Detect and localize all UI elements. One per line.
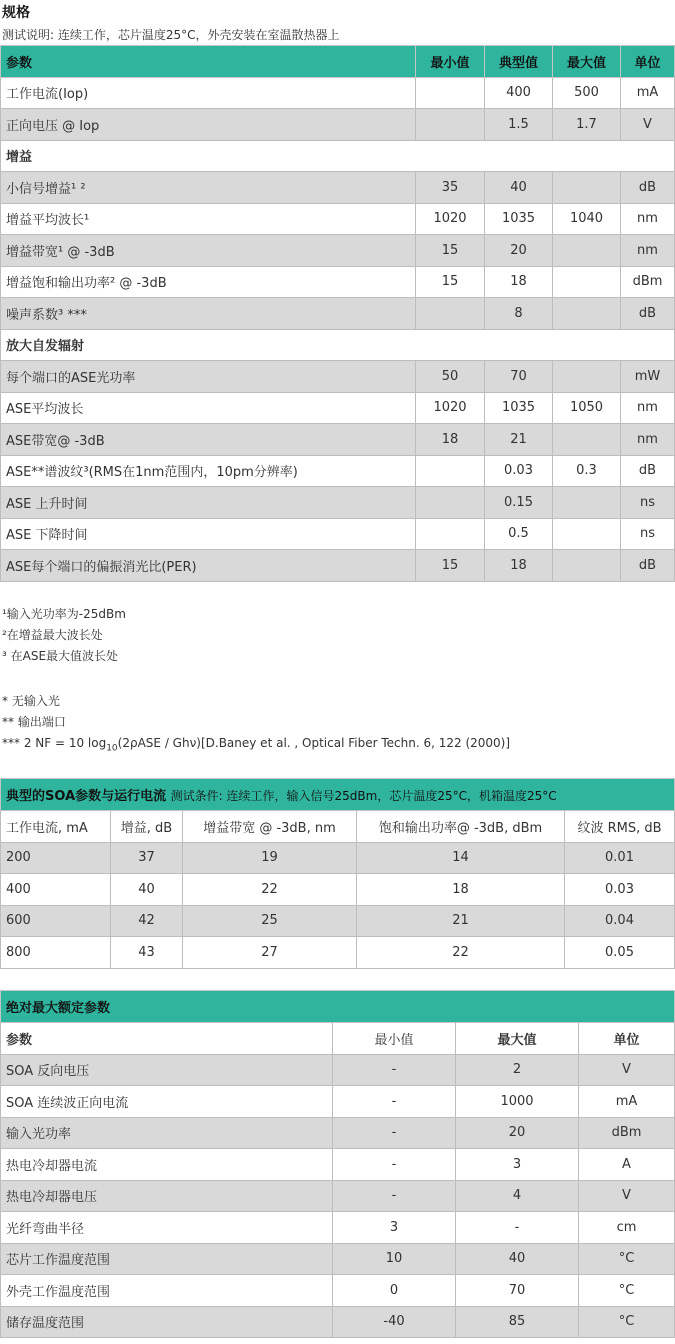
spec-row <box>1 298 675 330</box>
footnote-star-2: ** 输出端口 <box>2 715 66 729</box>
spec-value-cell: 15 <box>416 550 485 582</box>
spec-value-cell: 0.03 <box>485 455 553 487</box>
abs-cell: SOA 连续波正向电流 <box>1 1086 333 1118</box>
spec-value-cell <box>553 172 621 204</box>
abs-header-cell: 参数 <box>1 1023 333 1055</box>
abs-cell: -40 <box>333 1306 456 1338</box>
spec-row <box>1 550 675 582</box>
soa-header-row <box>1 811 675 843</box>
soa-table-condition: 测试条件: 连续工作，输入信号25dBm，芯片温度25°C，机箱温度25°C <box>170 789 557 803</box>
spec-value-cell: mW <box>621 361 675 393</box>
spec-value-cell: 0.5 <box>485 518 553 550</box>
soa-cell: 19 <box>183 842 357 874</box>
section-heading: 规格 <box>2 5 30 21</box>
spec-value-cell <box>553 235 621 267</box>
spec-header-row <box>1 46 675 78</box>
abs-cell: 芯片工作温度范围 <box>1 1243 333 1275</box>
spec-header-cell: 最大值 <box>553 46 621 78</box>
spec-value-cell <box>553 361 621 393</box>
spec-value-cell: 21 <box>485 424 553 456</box>
abs-cell: 热电冷却器电压 <box>1 1180 333 1212</box>
spec-section-row <box>1 329 675 361</box>
abs-row <box>1 1212 675 1244</box>
spec-value-cell <box>553 266 621 298</box>
abs-row <box>1 1149 675 1181</box>
soa-cell: 400 <box>1 874 111 906</box>
abs-cell: 70 <box>456 1275 579 1307</box>
spec-row <box>1 487 675 519</box>
spec-value-cell: 15 <box>416 235 485 267</box>
soa-cell: 22 <box>357 937 565 969</box>
soa-params-table <box>0 778 675 969</box>
abs-title-row <box>1 991 675 1023</box>
abs-row <box>1 1275 675 1307</box>
soa-cell: 0.01 <box>565 842 675 874</box>
abs-cell: - <box>333 1086 456 1118</box>
abs-cell: °C <box>579 1275 675 1307</box>
spec-value-cell <box>553 424 621 456</box>
spec-value-cell <box>553 518 621 550</box>
spec-row <box>1 235 675 267</box>
abs-cell: 0 <box>333 1275 456 1307</box>
soa-cell: 43 <box>111 937 183 969</box>
abs-cell: A <box>579 1149 675 1181</box>
soa-cell: 27 <box>183 937 357 969</box>
spec-value-cell <box>553 298 621 330</box>
soa-table-title: 典型的SOA参数与运行电流 <box>6 789 167 804</box>
abs-cell: - <box>333 1054 456 1086</box>
nf-formula-post: (2ρASE / Ghν)[D.Baney et al. , Optical Fiber Techn. 6, 122 (2000)] <box>117 736 511 750</box>
spec-param-name: ASE每个端口的偏振消光比(PER) <box>1 550 416 582</box>
abs-cell: cm <box>579 1212 675 1244</box>
soa-cell: 18 <box>357 874 565 906</box>
abs-cell: 85 <box>456 1306 579 1338</box>
abs-cell: SOA 反向电压 <box>1 1054 333 1086</box>
spec-value-cell: 400 <box>485 77 553 109</box>
soa-cell: 21 <box>357 905 565 937</box>
footnotes-star <box>2 691 510 759</box>
abs-row <box>1 1054 675 1086</box>
abs-cell: - <box>333 1180 456 1212</box>
spec-value-cell: 50 <box>416 361 485 393</box>
nf-formula-pre: *** 2 NF = 10 log <box>2 736 107 750</box>
spec-section-label: 增益 <box>1 140 675 172</box>
abs-cell: - <box>456 1212 579 1244</box>
abs-cell: 热电冷却器电流 <box>1 1149 333 1181</box>
soa-row <box>1 905 675 937</box>
spec-value-cell: 1035 <box>485 203 553 235</box>
footnotes-numbered <box>2 604 126 667</box>
nf-formula-sub: 10 <box>106 743 118 754</box>
spec-param-name: 正向电压 @ Iop <box>1 109 416 141</box>
spec-param-name: ASE 上升时间 <box>1 487 416 519</box>
spec-value-cell: 15 <box>416 266 485 298</box>
soa-header-cell: 增益带宽 @ -3dB, nm <box>183 811 357 843</box>
spec-table <box>0 45 675 582</box>
spec-row <box>1 424 675 456</box>
spec-param-name: 增益平均波长¹ <box>1 203 416 235</box>
spec-value-cell: 18 <box>485 266 553 298</box>
abs-cell: 40 <box>456 1243 579 1275</box>
spec-section-label: 放大自发辐射 <box>1 329 675 361</box>
spec-value-cell: nm <box>621 392 675 424</box>
spec-value-cell: 0.15 <box>485 487 553 519</box>
abs-cell: °C <box>579 1243 675 1275</box>
footnote-star-3 <box>2 733 510 759</box>
spec-value-cell: dB <box>621 550 675 582</box>
abs-cell: 10 <box>333 1243 456 1275</box>
abs-header-cell: 单位 <box>579 1023 675 1055</box>
spec-value-cell: 1035 <box>485 392 553 424</box>
soa-cell: 0.04 <box>565 905 675 937</box>
abs-header-cell: 最小值 <box>333 1023 456 1055</box>
soa-cell: 42 <box>111 905 183 937</box>
spec-value-cell <box>416 298 485 330</box>
spec-row <box>1 518 675 550</box>
abs-row <box>1 1086 675 1118</box>
abs-cell: 3 <box>333 1212 456 1244</box>
absolute-max-table <box>0 990 675 1338</box>
abs-cell: dBm <box>579 1117 675 1149</box>
spec-value-cell: nm <box>621 424 675 456</box>
abs-cell: 2 <box>456 1054 579 1086</box>
soa-row <box>1 937 675 969</box>
spec-row <box>1 361 675 393</box>
spec-value-cell: 0.3 <box>553 455 621 487</box>
footnote-1: ¹输入光功率为-25dBm <box>2 607 126 621</box>
spec-header-cell: 典型值 <box>485 46 553 78</box>
spec-row <box>1 392 675 424</box>
abs-cell: 1000 <box>456 1086 579 1118</box>
spec-value-cell: V <box>621 109 675 141</box>
spec-param-name: ASE 下降时间 <box>1 518 416 550</box>
abs-cell: V <box>579 1180 675 1212</box>
spec-value-cell <box>416 109 485 141</box>
abs-row <box>1 1306 675 1338</box>
soa-row <box>1 842 675 874</box>
soa-cell: 0.03 <box>565 874 675 906</box>
spec-value-cell: 1.7 <box>553 109 621 141</box>
soa-cell: 40 <box>111 874 183 906</box>
abs-header-row <box>1 1023 675 1055</box>
abs-row <box>1 1243 675 1275</box>
spec-row <box>1 172 675 204</box>
spec-value-cell: nm <box>621 203 675 235</box>
abs-table-title: 绝对最大额定参数 <box>1 991 675 1023</box>
spec-value-cell: dB <box>621 298 675 330</box>
spec-value-cell: ns <box>621 487 675 519</box>
spec-row <box>1 266 675 298</box>
spec-param-name: 小信号增益¹ ² <box>1 172 416 204</box>
spec-value-cell: 20 <box>485 235 553 267</box>
spec-value-cell <box>553 550 621 582</box>
abs-cell: 光纤弯曲半径 <box>1 1212 333 1244</box>
soa-title-row <box>1 779 675 811</box>
spec-row <box>1 77 675 109</box>
footnote-3: ³ 在ASE最大值波长处 <box>2 649 119 663</box>
spec-value-cell: 500 <box>553 77 621 109</box>
soa-cell: 14 <box>357 842 565 874</box>
abs-header-cell: 最大值 <box>456 1023 579 1055</box>
spec-value-cell: dB <box>621 455 675 487</box>
spec-value-cell: 18 <box>485 550 553 582</box>
soa-cell: 600 <box>1 905 111 937</box>
spec-value-cell: 1050 <box>553 392 621 424</box>
spec-value-cell: 1.5 <box>485 109 553 141</box>
abs-cell: °C <box>579 1306 675 1338</box>
soa-cell: 37 <box>111 842 183 874</box>
spec-value-cell: 1020 <box>416 203 485 235</box>
spec-value-cell: mA <box>621 77 675 109</box>
spec-param-name: 噪声系数³ *** <box>1 298 416 330</box>
soa-header-cell: 增益, dB <box>111 811 183 843</box>
abs-cell: 4 <box>456 1180 579 1212</box>
abs-cell: 储存温度范围 <box>1 1306 333 1338</box>
spec-param-name: 工作电流(Iop) <box>1 77 416 109</box>
spec-row <box>1 455 675 487</box>
soa-header-cell: 饱和输出功率@ -3dB, dBm <box>357 811 565 843</box>
soa-cell: 25 <box>183 905 357 937</box>
spec-row <box>1 109 675 141</box>
abs-row <box>1 1180 675 1212</box>
footnote-star-1: * 无输入光 <box>2 694 60 708</box>
spec-param-name: ASE**谱波纹³(RMS在1nm范围内，10pm分辨率) <box>1 455 416 487</box>
spec-param-name: ASE带宽@ -3dB <box>1 424 416 456</box>
abs-cell: 输入光功率 <box>1 1117 333 1149</box>
spec-value-cell: 70 <box>485 361 553 393</box>
soa-cell: 800 <box>1 937 111 969</box>
spec-section-row <box>1 140 675 172</box>
abs-cell: - <box>333 1117 456 1149</box>
spec-param-name: 每个端口的ASE光功率 <box>1 361 416 393</box>
spec-value-cell: 1020 <box>416 392 485 424</box>
spec-header-cell: 单位 <box>621 46 675 78</box>
spec-value-cell: dBm <box>621 266 675 298</box>
soa-cell: 200 <box>1 842 111 874</box>
spec-value-cell <box>416 455 485 487</box>
soa-cell: 0.05 <box>565 937 675 969</box>
abs-cell: 20 <box>456 1117 579 1149</box>
spec-value-cell: 18 <box>416 424 485 456</box>
soa-header-cell: 纹波 RMS, dB <box>565 811 675 843</box>
abs-cell: mA <box>579 1086 675 1118</box>
spec-value-cell: 1040 <box>553 203 621 235</box>
spec-value-cell <box>553 487 621 519</box>
spec-param-name: 增益带宽¹ @ -3dB <box>1 235 416 267</box>
abs-cell: 3 <box>456 1149 579 1181</box>
soa-title-cell <box>1 779 675 811</box>
abs-cell: V <box>579 1054 675 1086</box>
spec-header-cell: 最小值 <box>416 46 485 78</box>
soa-header-cell: 工作电流, mA <box>1 811 111 843</box>
spec-value-cell: nm <box>621 235 675 267</box>
spec-value-cell: 40 <box>485 172 553 204</box>
spec-row <box>1 203 675 235</box>
soa-cell: 22 <box>183 874 357 906</box>
spec-value-cell <box>416 77 485 109</box>
soa-row <box>1 874 675 906</box>
spec-value-cell: 35 <box>416 172 485 204</box>
abs-cell: 外壳工作温度范围 <box>1 1275 333 1307</box>
abs-row <box>1 1117 675 1149</box>
spec-header-cell: 参数 <box>1 46 416 78</box>
footnote-2: ²在增益最大波长处 <box>2 628 103 642</box>
spec-param-name: ASE平均波长 <box>1 392 416 424</box>
test-note: 测试说明: 连续工作，芯片温度25°C，外壳安装在室温散热器上 <box>2 28 340 42</box>
spec-value-cell <box>416 487 485 519</box>
spec-value-cell: dB <box>621 172 675 204</box>
spec-value-cell: 8 <box>485 298 553 330</box>
abs-cell: - <box>333 1149 456 1181</box>
spec-value-cell <box>416 518 485 550</box>
spec-param-name: 增益饱和输出功率² @ -3dB <box>1 266 416 298</box>
spec-value-cell: ns <box>621 518 675 550</box>
